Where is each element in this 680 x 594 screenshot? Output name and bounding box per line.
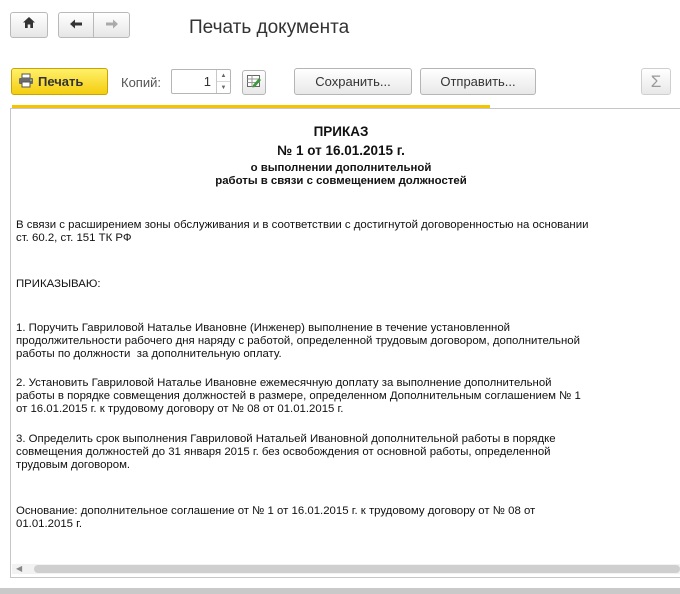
edit-document-button[interactable] [242,70,266,95]
scrollbar-thumb[interactable] [34,565,680,573]
document-subject-line2: работы в связи с совмещением должностей [215,175,467,187]
print-label: Печать [38,74,84,89]
copies-input[interactable]: 1 [203,74,211,89]
window-bottom-edge [0,588,680,594]
history-navigation [58,12,130,38]
document-basis: Основание: дополнительное соглашение от № 1 от 16.01.2015 г. к трудовому договору от № 08 от 01.01.2015 г. [16,505,536,530]
copies-spin[interactable] [216,70,230,93]
horizontal-scrollbar[interactable] [12,564,680,574]
document-number: № 1 от 16.01.2015 г. [277,143,405,158]
document-intro: В связи с расширением зоны обслуживания и в соответствии с достигнутой договоренностью на основании ст. 60.2, ст. 151 ТК РФ [16,219,589,244]
save-button[interactable]: Сохранить... [294,68,412,95]
sum-button[interactable]: Σ [641,68,671,95]
document-preview[interactable] [10,108,680,578]
home-icon [22,16,36,34]
print-button[interactable] [11,68,108,95]
spin-down-icon[interactable]: ▼ [220,84,227,91]
back-button[interactable] [58,12,94,38]
arrow-right-icon [105,16,119,34]
document-item-1: 1. Поручить Гавриловой Наталье Ивановне (Инженер) выполнение в течение установленной продолжительности рабочего дня наряду с работой, определенной трудовым договором, дополнительной работы по должности за дополнительную оплату. [16,322,580,360]
spin-up-icon[interactable]: ▲ [217,70,230,82]
printer-icon [18,73,34,91]
document-item-3: 3. Определить срок выполнения Гавриловой Натальей Ивановной дополнительной работы в порядке совмещения должностей до 31 января 2015 г. без освобождения от основной работы, определенной трудовым договором. [16,433,556,471]
document-item-2: 2. Установить Гавриловой Наталье Ивановне ежемесячную доплату за выполнение дополнительной работы в порядке совмещения должностей в размере, определенном Дополнительным соглашением № 1 от 16.01.2015 г. к трудовому договору от № 08 от 01.01.2015 г. [16,377,581,415]
document-order-word: ПРИКАЗЫВАЮ: [16,278,101,290]
forward-button[interactable] [94,12,130,38]
arrow-left-icon [69,16,83,34]
scroll-left-icon[interactable]: ◀ [16,564,23,573]
send-button[interactable]: Отправить... [420,68,536,95]
home-button[interactable] [10,12,48,38]
page-title: Печать документа [189,17,350,38]
document-title: ПРИКАЗ [313,124,369,139]
copies-stepper[interactable] [171,69,231,94]
edit-table-icon [246,73,262,92]
document-subject-line1: о выполнении дополнительной [250,162,432,174]
copies-label: Копий: [121,75,161,90]
